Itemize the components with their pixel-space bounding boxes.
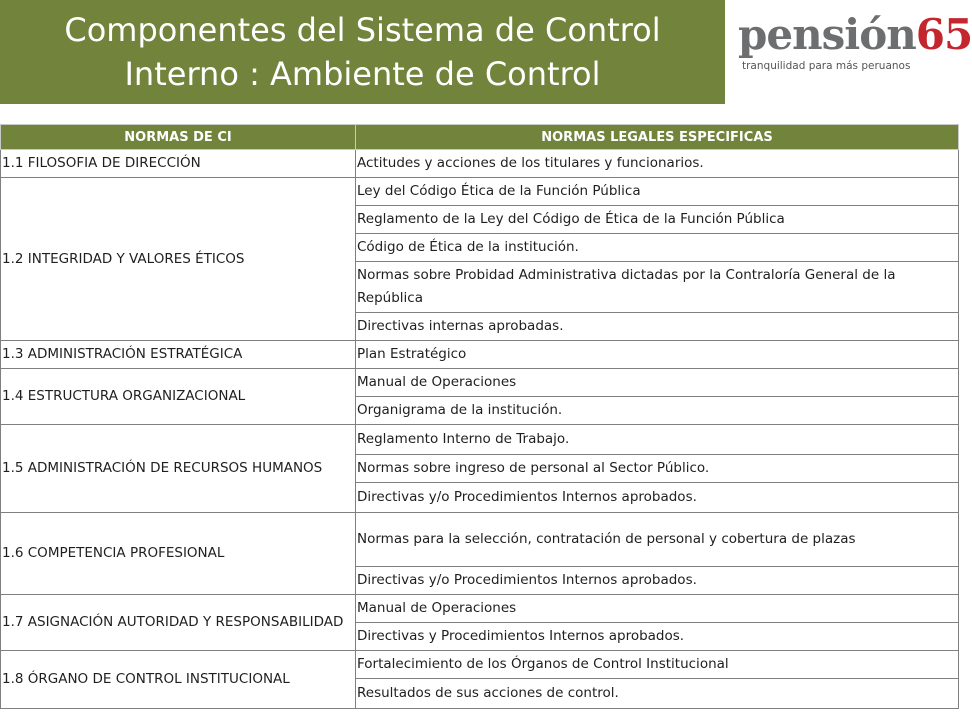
norma-legal-cell: Directivas internas aprobadas. bbox=[356, 313, 959, 341]
norma-ci-cell: 1.2 INTEGRIDAD Y VALORES ÉTICOS bbox=[1, 178, 356, 341]
norma-legal-cell: Resultados de sus acciones de control. bbox=[356, 679, 959, 709]
norma-legal-cell: Plan Estratégico bbox=[356, 341, 959, 369]
norma-legal-cell: Organigrama de la institución. bbox=[356, 397, 959, 425]
norma-legal-cell: Directivas y Procedimientos Internos aprobados. bbox=[356, 623, 959, 651]
table-row bbox=[1, 425, 959, 455]
table-row bbox=[1, 513, 959, 567]
norma-legal-cell: Reglamento Interno de Trabajo. bbox=[356, 425, 959, 455]
norma-ci-cell: 1.1 FILOSOFIA DE DIRECCIÓN bbox=[1, 150, 356, 178]
logo-number: 65 bbox=[915, 10, 972, 59]
norma-legal-cell: Fortalecimiento de los Órganos de Control Institucional bbox=[356, 651, 959, 679]
title-line-1: Componentes del Sistema de Control bbox=[64, 11, 661, 49]
table-row bbox=[1, 651, 959, 679]
norma-ci-cell: 1.5 ADMINISTRACIÓN DE RECURSOS HUMANOS bbox=[1, 425, 356, 513]
norma-legal-cell: Reglamento de la Ley del Código de Ética de la Función Pública bbox=[356, 206, 959, 234]
norma-legal-cell: Código de Ética de la institución. bbox=[356, 234, 959, 262]
control-norms-table bbox=[0, 124, 959, 709]
norma-legal-cell: Manual de Operaciones bbox=[356, 369, 959, 397]
norma-legal-cell: Directivas y/o Procedimientos Internos aprobados. bbox=[356, 567, 959, 595]
pension65-logo bbox=[738, 8, 972, 88]
norma-legal-cell: Normas sobre Probidad Administrativa dictadas por la Contraloría General de la República bbox=[356, 262, 959, 313]
norma-ci-cell: 1.7 ASIGNACIÓN AUTORIDAD Y RESPONSABILIDAD bbox=[1, 595, 356, 651]
title-line-2: Interno : Ambiente de Control bbox=[124, 55, 601, 93]
norma-legal-cell: Actitudes y acciones de los titulares y funcionarios. bbox=[356, 150, 959, 178]
logo-word: pensión bbox=[738, 10, 916, 59]
table-row bbox=[1, 341, 959, 369]
logo-tagline: tranquilidad para más peruanos bbox=[742, 60, 911, 72]
norma-ci-cell: 1.6 COMPETENCIA PROFESIONAL bbox=[1, 513, 356, 595]
table-row bbox=[1, 595, 959, 623]
table-row bbox=[1, 150, 959, 178]
table-body bbox=[1, 150, 959, 709]
header-normas-ci: NORMAS DE CI bbox=[1, 125, 356, 150]
norma-ci-cell: 1.8 ÓRGANO DE CONTROL INSTITUCIONAL bbox=[1, 651, 356, 709]
norma-legal-cell: Manual de Operaciones bbox=[356, 595, 959, 623]
norma-legal-cell: Directivas y/o Procedimientos Internos aprobados. bbox=[356, 483, 959, 513]
header-normas-legales: NORMAS LEGALES ESPECIFICAS bbox=[356, 125, 959, 150]
page-title bbox=[0, 0, 725, 104]
norma-legal-cell: Normas para la selección, contratación de personal y cobertura de plazas bbox=[356, 513, 959, 567]
logo-wordmark bbox=[738, 8, 972, 62]
table-header-row bbox=[1, 125, 959, 150]
table-row bbox=[1, 178, 959, 206]
norma-legal-cell: Normas sobre ingreso de personal al Sector Público. bbox=[356, 455, 959, 483]
norma-ci-cell: 1.3 ADMINISTRACIÓN ESTRATÉGICA bbox=[1, 341, 356, 369]
norma-legal-cell: Ley del Código Ética de la Función Pública bbox=[356, 178, 959, 206]
table-row bbox=[1, 369, 959, 397]
norma-ci-cell: 1.4 ESTRUCTURA ORGANIZACIONAL bbox=[1, 369, 356, 425]
